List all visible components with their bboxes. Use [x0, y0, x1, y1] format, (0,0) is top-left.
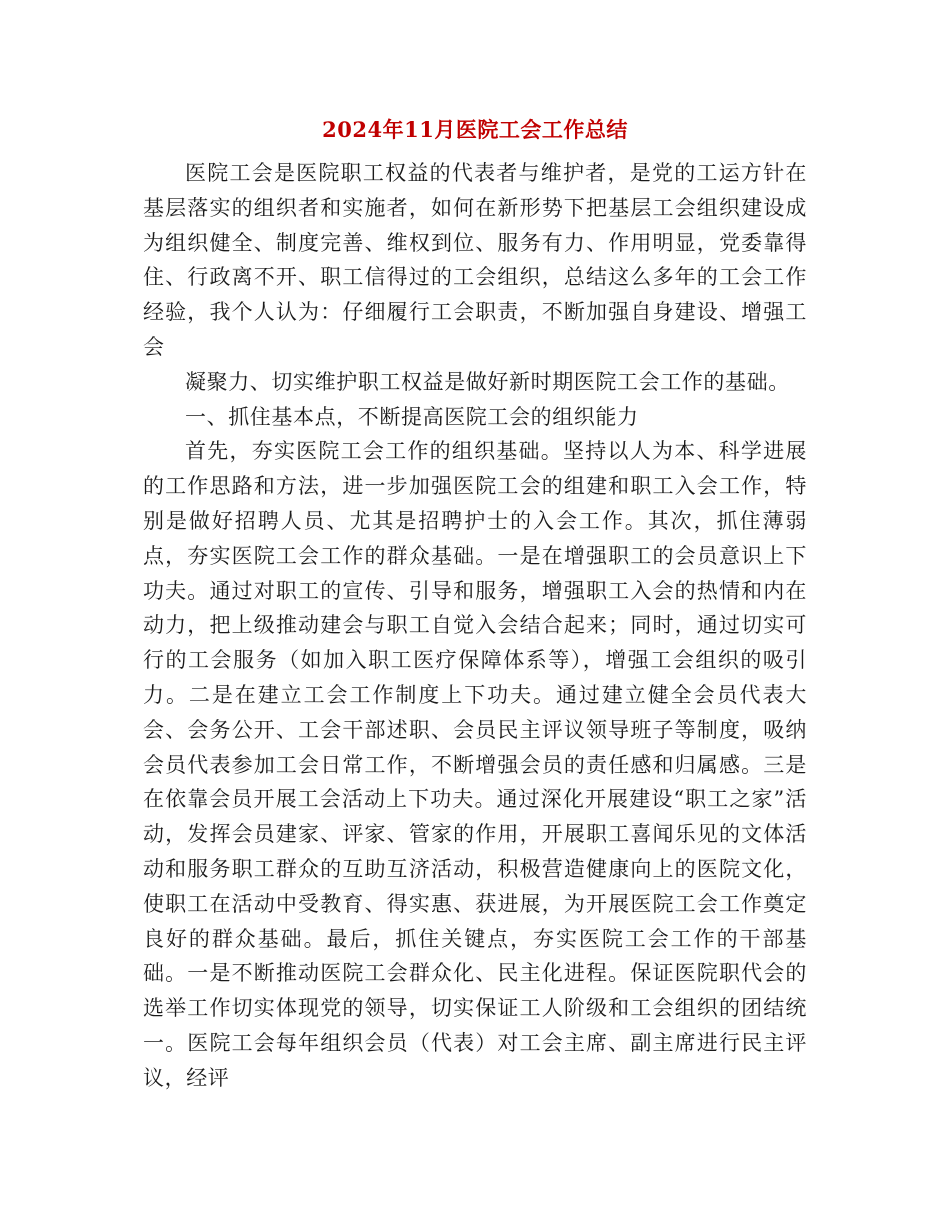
- paragraph-intro-continued: 凝聚力、切实维护职工权益是做好新时期医院工会工作的基础。: [185, 369, 790, 394]
- document-title: 2024年11月医院工会工作总结: [322, 117, 628, 142]
- section-heading-1: 一、抓住基本点，不断提高医院工会的组织能力: [185, 404, 639, 429]
- paragraph-section-1: 首先，夯实医院工会工作的组织基础。坚持以人为本、科学进展的工作思路和方法，进一步加强医院工会的组建和职工入会工作，特别是做好招聘人员、尤其是招聘护士的入会工作。其次，抓住薄弱点，夯实医院工会工作的群众基础。一是在增强职工的会员意识上下功夫。通过对职工的宣传、引导和服务，增强职工入会的热情和内在动力，把上级推动建会与职工自觉入会结合起来；同时，通过切实可行的工会服务（如加入职工医疗保障体系等），增强工会组织的吸引力。二是在建立工会工作制度上下功夫。通过建立健全会员代表大会、会务公开、工会干部述职、会员民主评议领导班子等制度，吸纳会员代表参加工会日常工作，不断增强会员的责任感和归属感。三是在依靠会员开展工会活动上下功夫。通过深化开展建设“职工之家”活动，发挥会员建家、评家、管家的作用，开展职工喜闻乐见的文体活动和服务职工群众的互助互济活动，积极营造健康向上的医院文化，使职工在活动中受教育、得实惠、获进展，为开展医院工会工作奠定良好的群众基础。最后，抓住关键点，夯实医院工会工作的干部基础。一是不断推动医院工会群众化、民主化进程。保证医院职代会的选举工作切实体现党的领导，切实保证工人阶级和工会组织的团结统一。医院工会每年组织会员（代表）对工会主席、副主席进行民主评议，经评: [143, 439, 807, 1090]
- paragraph-intro: 医院工会是医院职工权益的代表者与维护者，是党的工运方针在基层落实的组织者和实施者，如何在新形势下把基层工会组织建设成为组织健全、制度完善、维权到位、服务有力、作用明显，党委靠得住、行政离不开、职工信得过的工会组织，总结这么多年的工会工作经验，我个人认为：仔细履行工会职责，不断加强自身建设、增强工会: [143, 161, 807, 359]
- document-page: [143, 110, 807, 1096]
